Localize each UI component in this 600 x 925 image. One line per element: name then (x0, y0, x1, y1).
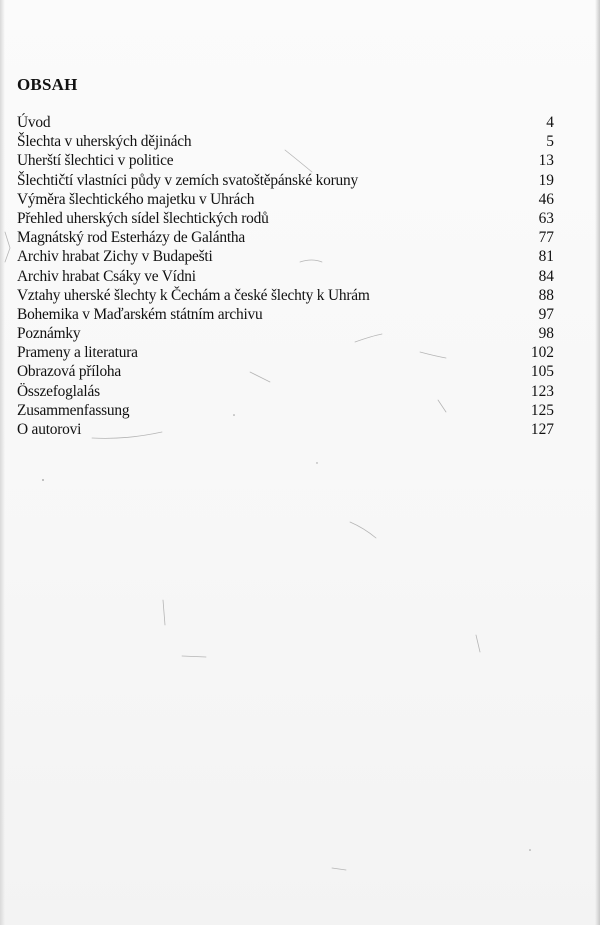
toc-entry-page-number: 19 (538, 171, 554, 189)
pencil-mark (300, 260, 322, 262)
toc-entry-title: Zusammenfassung (17, 401, 130, 419)
pencil-mark (285, 150, 312, 172)
pencil-mark (350, 522, 376, 538)
toc-entry-page-number: 127 (530, 421, 554, 438)
toc-entry-title: Bohemika v Maďarském státním archivu (17, 305, 263, 323)
toc-entry-page-number: 81 (538, 248, 554, 266)
toc-entry-title: Archiv hrabat Csáky ve Vídni (17, 267, 196, 285)
toc-entry-title: Přehled uherských sídel šlechtických rodů (17, 209, 269, 227)
toc-entry-page-number: 5 (546, 133, 554, 151)
pencil-mark (182, 656, 206, 657)
toc-entry-page-number: 88 (538, 286, 554, 304)
pencil-mark (5, 232, 10, 262)
toc-entry-page-number: 102 (530, 344, 554, 362)
toc-entry-title: Úvod (17, 114, 51, 131)
contents-heading: OBSAH (17, 75, 78, 94)
toc-entry-page-number: 123 (530, 382, 554, 400)
speck (42, 479, 44, 481)
pencil-mark (476, 635, 480, 652)
toc-entry-title: Archiv hrabat Zichy v Budapešti (17, 248, 213, 266)
pencil-mark (250, 372, 270, 382)
toc-entry-page-number: 98 (538, 325, 554, 343)
toc-entry-page-number: 4 (546, 114, 554, 131)
pencil-mark (92, 432, 162, 438)
toc-entry-title: O autorovi (17, 421, 82, 438)
toc-entry-title: Šlechta v uherských dějinách (17, 133, 192, 151)
speck (316, 462, 317, 463)
toc-entry-title: Prameny a literatura (17, 344, 138, 362)
toc-entry-title: Uherští šlechtici v politice (17, 152, 174, 170)
pencil-mark (355, 334, 382, 342)
toc-entry-page-number: 105 (530, 363, 554, 381)
speck (529, 849, 531, 851)
toc-entry-title: Poznámky (17, 325, 81, 343)
toc-entry-page-number: 84 (538, 267, 554, 285)
toc-entry-title: Obrazová příloha (17, 363, 122, 381)
toc-entry-title: Összefoglalás (17, 382, 100, 400)
toc-entry-page-number: 77 (538, 229, 554, 247)
toc-entry-page-number: 97 (538, 305, 554, 323)
toc-entry-page-number: 13 (538, 152, 554, 170)
pencil-mark (163, 600, 165, 625)
speck (233, 414, 235, 416)
toc-entry-page-number: 63 (538, 209, 554, 227)
toc-entry-title: Magnátský rod Esterházy de Galántha (17, 229, 246, 247)
toc-entry-title: Šlechtičtí vlastníci půdy v zemích svatoštěpánské koruny (17, 171, 358, 189)
pencil-mark (420, 352, 446, 358)
pencil-mark (438, 400, 446, 412)
toc-entry-page-number: 125 (530, 401, 554, 419)
toc-entry-title: Výměra šlechtického majetku v Uhrách (17, 190, 255, 208)
toc-entry-title: Vztahy uherské šlechty k Čechám a české šlechty k Uhrám (17, 286, 370, 304)
toc-entry-page-number: 46 (538, 190, 554, 208)
pencil-mark (332, 868, 346, 870)
